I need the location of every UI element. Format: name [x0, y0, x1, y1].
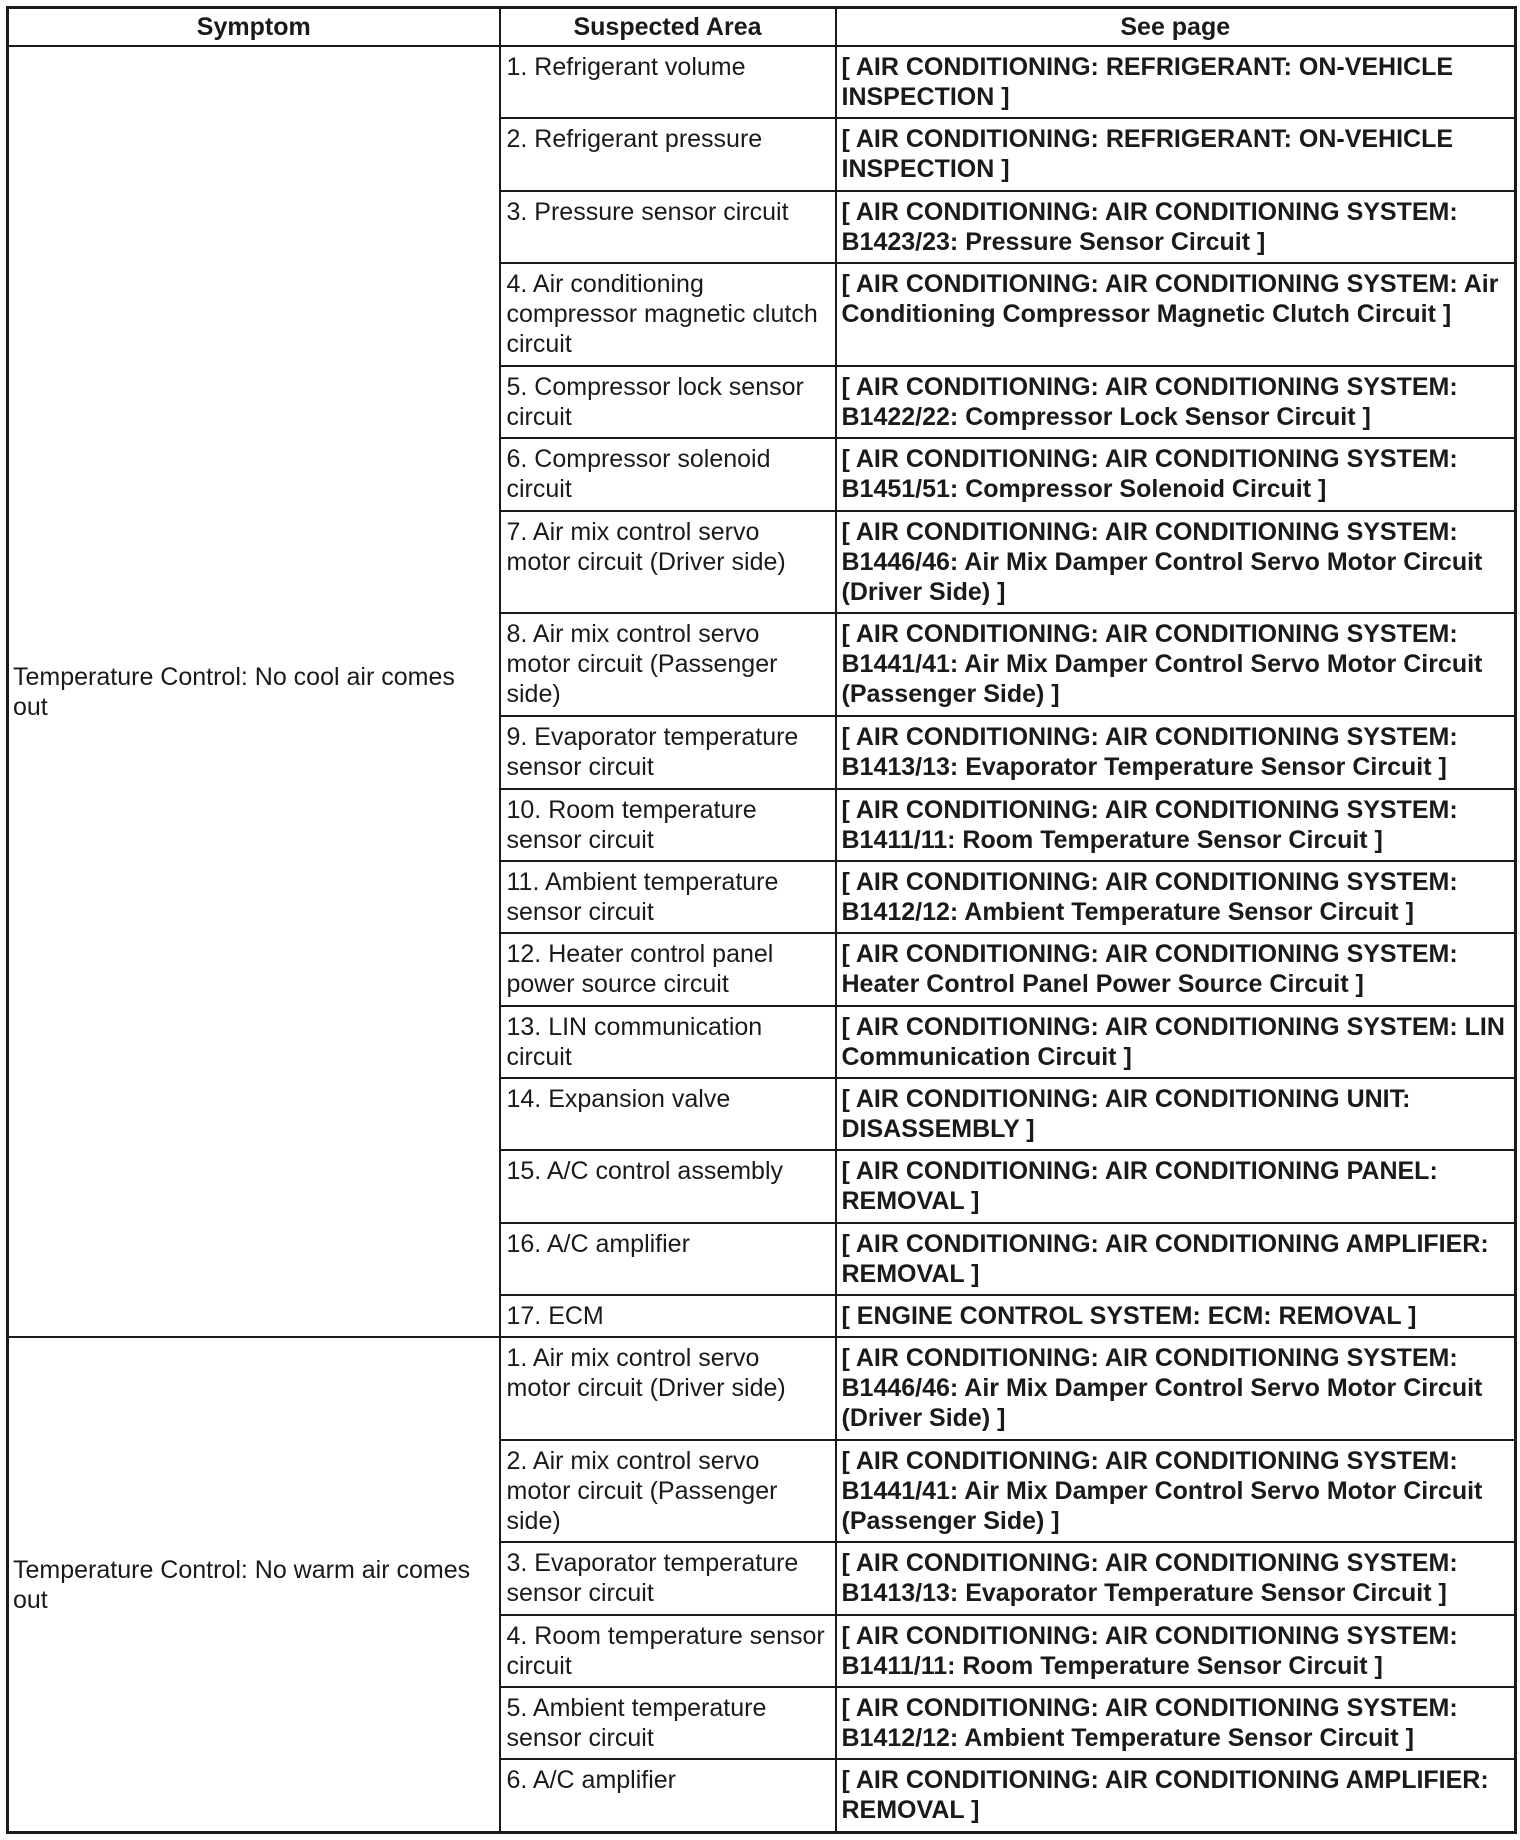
see-page-link[interactable]: [ AIR CONDITIONING: AIR CONDITIONING AMPLIFIER: REMOVAL ]	[836, 1759, 1516, 1832]
see-page-link[interactable]: [ AIR CONDITIONING: AIR CONDITIONING SYSTEM: B1412/12: Ambient Temperature Sensor Circuit ]	[836, 1687, 1516, 1759]
see-page-link[interactable]: [ AIR CONDITIONING: AIR CONDITIONING SYSTEM: LIN Communication Circuit ]	[836, 1006, 1516, 1078]
see-page-link[interactable]: [ AIR CONDITIONING: AIR CONDITIONING SYSTEM: B1413/13: Evaporator Temperature Sensor Circuit ]	[836, 1542, 1516, 1614]
suspected-area-cell: 5. Ambient temperature sensor circuit	[500, 1687, 836, 1759]
see-page-link[interactable]: [ AIR CONDITIONING: AIR CONDITIONING SYSTEM: B1412/12: Ambient Temperature Sensor Circuit ]	[836, 861, 1516, 933]
suspected-area-cell: 3. Evaporator temperature sensor circuit	[500, 1542, 836, 1614]
see-page-link[interactable]: [ AIR CONDITIONING: AIR CONDITIONING SYSTEM: B1413/13: Evaporator Temperature Sensor Circuit ]	[836, 716, 1516, 788]
table-row	[8, 1337, 1516, 1440]
table-body	[8, 46, 1516, 1833]
header-symptom: Symptom	[8, 8, 500, 47]
suspected-area-cell: 13. LIN communication circuit	[500, 1006, 836, 1078]
suspected-area-cell: 2. Air mix control servo motor circuit (Passenger side)	[500, 1440, 836, 1543]
suspected-area-cell: 1. Air mix control servo motor circuit (Driver side)	[500, 1337, 836, 1440]
suspected-area-cell: 17. ECM	[500, 1295, 836, 1337]
suspected-area-cell: 2. Refrigerant pressure	[500, 118, 836, 190]
table-header-row	[8, 8, 1516, 47]
suspected-area-cell: 11. Ambient temperature sensor circuit	[500, 861, 836, 933]
see-page-link[interactable]: [ AIR CONDITIONING: REFRIGERANT: ON-VEHICLE INSPECTION ]	[836, 118, 1516, 190]
suspected-area-cell: 6. Compressor solenoid circuit	[500, 438, 836, 510]
see-page-link[interactable]: [ AIR CONDITIONING: AIR CONDITIONING SYSTEM: B1446/46: Air Mix Damper Control Servo Motor Circuit (Driver Side) ]	[836, 511, 1516, 614]
suspected-area-cell: 10. Room temperature sensor circuit	[500, 789, 836, 861]
suspected-area-cell: 9. Evaporator temperature sensor circuit	[500, 716, 836, 788]
suspected-area-cell: 12. Heater control panel power source circuit	[500, 933, 836, 1005]
see-page-link[interactable]: [ AIR CONDITIONING: AIR CONDITIONING SYSTEM: Heater Control Panel Power Source Circuit ]	[836, 933, 1516, 1005]
suspected-area-cell: 7. Air mix control servo motor circuit (Driver side)	[500, 511, 836, 614]
see-page-link[interactable]: [ AIR CONDITIONING: AIR CONDITIONING UNIT: DISASSEMBLY ]	[836, 1078, 1516, 1150]
see-page-link[interactable]: [ AIR CONDITIONING: AIR CONDITIONING SYSTEM: B1422/22: Compressor Lock Sensor Circuit ]	[836, 366, 1516, 438]
suspected-area-cell: 15. A/C control assembly	[500, 1150, 836, 1222]
see-page-link[interactable]: [ AIR CONDITIONING: AIR CONDITIONING SYSTEM: B1441/41: Air Mix Damper Control Servo Motor Circuit (Passenger Side) ]	[836, 1440, 1516, 1543]
suspected-area-cell: 8. Air mix control servo motor circuit (Passenger side)	[500, 613, 836, 716]
header-see-page: See page	[836, 8, 1516, 47]
suspected-area-cell: 3. Pressure sensor circuit	[500, 191, 836, 263]
see-page-link[interactable]: [ AIR CONDITIONING: AIR CONDITIONING SYSTEM: B1411/11: Room Temperature Sensor Circuit ]	[836, 1615, 1516, 1687]
header-suspected-area: Suspected Area	[500, 8, 836, 47]
suspected-area-cell: 5. Compressor lock sensor circuit	[500, 366, 836, 438]
see-page-link[interactable]: [ ENGINE CONTROL SYSTEM: ECM: REMOVAL ]	[836, 1295, 1516, 1337]
suspected-area-cell: 4. Room temperature sensor circuit	[500, 1615, 836, 1687]
see-page-link[interactable]: [ AIR CONDITIONING: AIR CONDITIONING SYSTEM: B1451/51: Compressor Solenoid Circuit ]	[836, 438, 1516, 510]
see-page-link[interactable]: [ AIR CONDITIONING: AIR CONDITIONING SYSTEM: B1411/11: Room Temperature Sensor Circuit ]	[836, 789, 1516, 861]
see-page-link[interactable]: [ AIR CONDITIONING: AIR CONDITIONING AMPLIFIER: REMOVAL ]	[836, 1223, 1516, 1295]
suspected-area-cell: 6. A/C amplifier	[500, 1759, 836, 1832]
suspected-area-cell: 16. A/C amplifier	[500, 1223, 836, 1295]
see-page-link[interactable]: [ AIR CONDITIONING: AIR CONDITIONING SYSTEM: B1423/23: Pressure Sensor Circuit ]	[836, 191, 1516, 263]
symptom-cell: Temperature Control: No warm air comes out	[8, 1337, 500, 1833]
suspected-area-cell: 1. Refrigerant volume	[500, 46, 836, 118]
symptom-table	[6, 6, 1517, 1834]
see-page-link[interactable]: [ AIR CONDITIONING: AIR CONDITIONING SYSTEM: B1441/41: Air Mix Damper Control Servo Motor Circuit (Passenger Side) ]	[836, 613, 1516, 716]
see-page-link[interactable]: [ AIR CONDITIONING: AIR CONDITIONING SYSTEM: Air Conditioning Compressor Magnetic Clutch Circuit ]	[836, 263, 1516, 366]
see-page-link[interactable]: [ AIR CONDITIONING: AIR CONDITIONING PANEL: REMOVAL ]	[836, 1150, 1516, 1222]
table-row	[8, 46, 1516, 118]
suspected-area-cell: 4. Air conditioning compressor magnetic clutch circuit	[500, 263, 836, 366]
symptom-cell: Temperature Control: No cool air comes out	[8, 46, 500, 1337]
document-page	[6, 6, 1514, 1834]
see-page-link[interactable]: [ AIR CONDITIONING: REFRIGERANT: ON-VEHICLE INSPECTION ]	[836, 46, 1516, 118]
see-page-link[interactable]: [ AIR CONDITIONING: AIR CONDITIONING SYSTEM: B1446/46: Air Mix Damper Control Servo Motor Circuit (Driver Side) ]	[836, 1337, 1516, 1440]
suspected-area-cell: 14. Expansion valve	[500, 1078, 836, 1150]
